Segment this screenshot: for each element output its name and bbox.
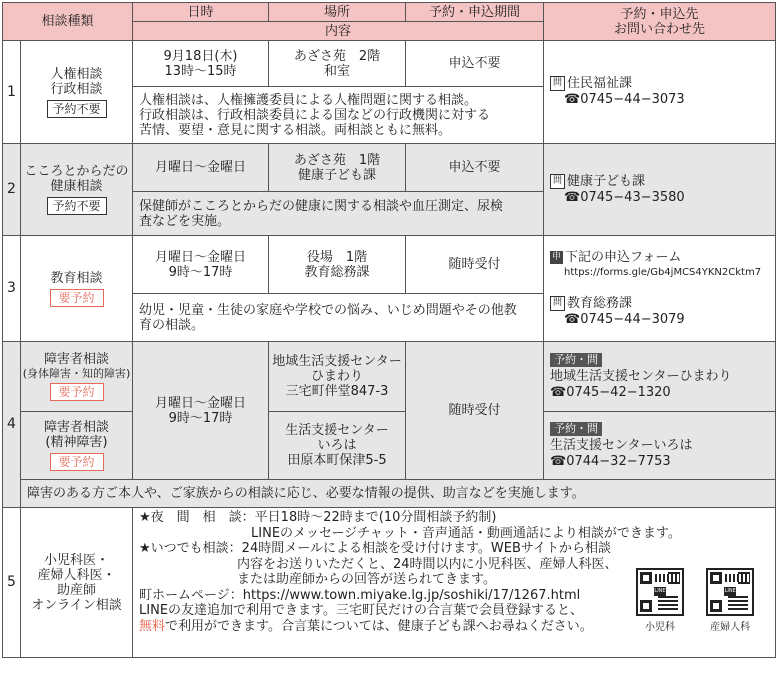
place-cell [269,342,406,412]
consult-type [21,412,133,480]
type-line: 人権相談 [50,66,103,82]
application-icon: 申 [552,251,562,262]
anytime-consult-label: ★いつでも相談： [139,541,242,556]
time-line: 9時〜17時 [168,264,233,280]
free-word: 無料 [139,618,166,634]
night-consult-text: LINEのメッセージチャット・音声通話・動画通話により相談ができます。 [251,525,681,541]
contact-name: 健康子ども課 [567,173,646,189]
place-line: あざさ苑 2階 [293,48,381,64]
contact-phone: ☎0745−44−3079 [564,311,685,327]
consult-type [21,236,133,342]
contact-cell [544,236,776,342]
consult-type [21,41,133,144]
place-line: 田原本町保津5-5 [287,453,387,468]
qr-code-icon [706,568,754,616]
contact-phone: ☎0745−43−3580 [564,189,685,205]
desc-line: 育の相談。 [139,317,205,333]
consult-type [21,508,133,658]
reservation-cell: 申込不要 [406,41,544,87]
type-line: (身体障害・知的障害) [22,367,131,380]
header-datetime: 日時 [133,3,269,22]
line-info: で利用ができます。合言葉については、健康子ども課へお尋ねください。 [165,618,593,634]
description-cell [133,294,544,342]
place-cell [269,236,406,294]
type-line: (精神障害) [45,435,108,450]
qr-obstetrics[interactable] [697,568,763,636]
reservation-required-badge: 要予約 [50,453,104,471]
anytime-consult-text: 24時間メールによる相談を受け付けます。WEBサイトから相談 [241,541,611,556]
description-cell [133,192,544,236]
inquiry-icon: 問 [550,296,565,311]
type-line: 障害者相談 [44,352,110,367]
place-line: 地域生活支援センター [272,354,402,369]
type-line: オンライン相談 [31,597,122,613]
place-line: いろは [317,438,357,453]
desc-line: 保健師がこころとからだの健康に関する相談や血圧測定、尿検 [139,198,504,214]
place-line: 三宅町伴堂847-3 [285,384,389,399]
online-consult-cell [133,508,776,658]
header-content: 内容 [133,22,544,41]
row-number: 5 [3,508,21,658]
reservation-required-badge: 要予約 [50,383,104,401]
date-line: 9月18日(木) [163,48,238,64]
consult-type [21,342,133,412]
header-reservation: 予約・申込期間 [406,3,544,22]
type-line: こころとからだの [24,164,129,179]
anytime-consult-text: または助産師からの回答が送られてきます。 [237,572,496,587]
header-type: 相談種類 [3,3,133,41]
place-line: 役場 1階 [306,249,368,265]
reservation-required-badge: 要予約 [50,289,104,307]
homepage-link[interactable]: 町ホームページ：https://www.town.miyake.lg.jp/soshiki/17/1267.html [139,587,581,603]
time-line: 13時〜15時 [164,63,237,79]
type-line: 障害者相談 [44,420,110,435]
date-line: 月曜日〜金曜日 [155,249,247,265]
night-consult-label: ★夜 間 相 談： [139,510,255,525]
reservation-inquiry-badge: 予約・問 [550,422,602,436]
type-line: 健康相談 [50,179,103,194]
qr-codes [627,568,767,636]
line-logo-icon: LINE [724,588,736,594]
reservation-cell: 随時受付 [406,342,544,480]
form-url-link[interactable]: https://forms.gle/Gb4jMCS4YKN2Cktm7 [564,266,762,278]
consult-type [21,144,133,236]
qr-label: 小児科 [645,622,676,633]
place-cell [269,144,406,192]
qr-pediatrics[interactable] [627,568,693,636]
inquiry-icon: 問 [550,174,565,189]
qr-code-icon [636,568,684,616]
line-info: LINEの友達追加で利用できます。三宅町民だけの合言葉で会員登録すると、 [139,603,583,618]
header-contact-line1: 予約・申込先 [620,6,699,22]
datetime-cell [133,41,269,87]
date-line: 月曜日〜金曜日 [155,395,247,411]
no-reservation-badge: 予約不要 [47,197,107,215]
datetime-cell [133,236,269,294]
place-line: あざさ苑 1階 [293,152,381,168]
place-line: 教育総務課 [304,264,370,280]
type-line: 助産師 [57,582,97,598]
row-number: 4 [3,342,21,508]
night-consult-text: 平日18時〜22時まで(10分間相談予約制) [254,510,497,525]
form-label: 下記の申込フォーム [565,249,682,265]
datetime-cell: 月曜日〜金曜日 [133,144,269,192]
no-reservation-badge: 予約不要 [47,100,107,118]
place-cell [269,41,406,87]
contact-name: 住民福祉課 [567,76,633,91]
line-logo-icon: LINE [654,588,666,594]
contact-name: 教育総務課 [567,295,633,311]
type-line: 小児科医・ [44,552,110,568]
place-line: ひまわり [311,369,364,384]
desc-line: 苦情、要望・意見に関する相談。両相談ともに無料。 [139,122,452,138]
row-number: 1 [3,41,21,144]
contact-phone: ☎0745−44−3073 [564,92,685,107]
header-place: 場所 [269,3,406,22]
place-line: 和室 [324,63,351,79]
header-contact-line2: お問い合わせ先 [614,21,706,37]
datetime-cell [133,342,269,480]
contact-cell [544,342,776,412]
inquiry-icon: 問 [550,76,565,91]
contact-cell [544,144,776,236]
place-line: 健康子ども課 [298,167,377,183]
reservation-inquiry-badge: 予約・問 [550,353,602,367]
desc-line: 査などを実施。 [139,213,231,229]
type-line: 産婦人科医・ [37,567,116,583]
desc-line: 人権相談は、人権擁護委員による人権問題に関する相談。 [139,92,478,108]
header-contact [544,3,776,41]
time-line: 9時〜17時 [168,410,233,426]
row-number: 3 [3,236,21,342]
description-cell [133,87,544,144]
row-number: 2 [3,144,21,236]
desc-line: 幼児・児童・生徒の家庭や学校での悩み、いじめ問題やその他教 [139,302,517,318]
contact-cell [544,412,776,480]
desc-line: 行政相談は、行政相談委員による国などの行政機関に対する [139,107,491,123]
contact-phone: ☎0745−42−1320 [550,385,671,400]
contact-cell [544,41,776,144]
reservation-cell: 随時受付 [406,236,544,294]
type-line: 教育相談 [50,270,103,286]
disability-note: 障害のある方ご本人や、ご家族からの相談に応じ、必要な情報の提供、助言などを実施します。 [21,480,776,508]
consultation-table [2,2,776,658]
contact-phone: ☎0744−32−7753 [550,454,671,469]
reservation-cell: 申込不要 [406,144,544,192]
qr-label: 産婦人科 [710,622,751,633]
contact-name: 生活支援センターいろは [550,438,693,453]
anytime-consult-text: 内容をお送りいただくと、24時間以内に小児科医、産婦人科医、 [237,556,618,572]
place-line: 生活支援センター [285,423,389,438]
type-line: 行政相談 [50,81,103,97]
place-cell [269,412,406,480]
contact-name: 地域生活支援センターひまわり [550,369,732,384]
